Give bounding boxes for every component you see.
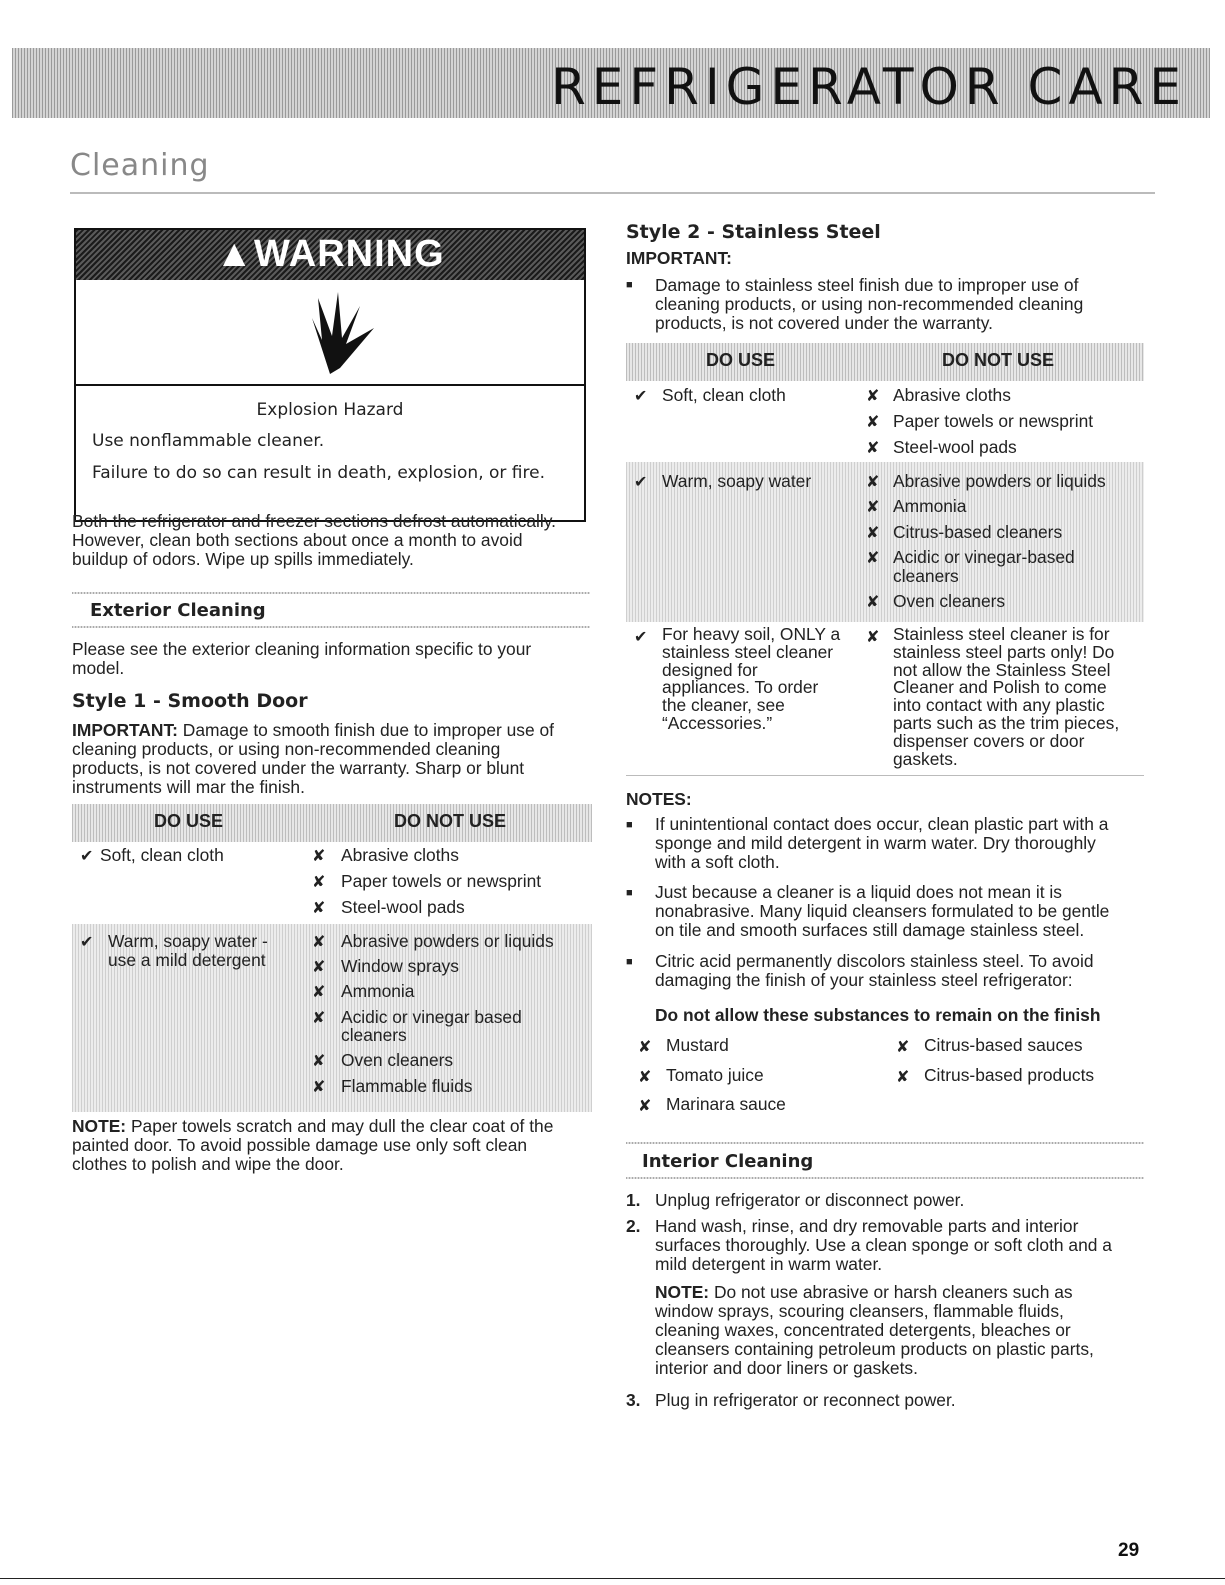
style2-dont-item: Steel-wool pads	[893, 437, 1017, 457]
style1-dont-item: Flammable fluids	[341, 1076, 473, 1096]
warning-title-wrap	[76, 233, 584, 276]
cross-icon: ✘	[866, 594, 880, 611]
style2-do-line: appliances. To order	[662, 677, 819, 698]
style2-dont-line: dispenser covers or door	[893, 730, 1085, 751]
intro-line: Both the refrigerator and freezer sections defrost automatically.	[72, 511, 556, 531]
notes-heading: NOTES:	[626, 789, 692, 809]
exterior-line: Please see the exterior cleaning information specific to your	[72, 639, 532, 659]
style1-note-line: clothes to polish and wipe the door.	[72, 1154, 344, 1174]
interior-note-label: NOTE:	[655, 1282, 710, 1302]
cross-icon: ✘	[866, 474, 880, 491]
style2-important-text	[655, 276, 1083, 333]
interior-note-text: Do not use abrasive or harsh cleaners such as	[709, 1282, 1073, 1302]
style1-dont-item: Abrasive cloths	[341, 845, 459, 865]
substance-item: Mustard	[666, 1035, 729, 1055]
step-number: 2.	[626, 1216, 641, 1236]
interior-note	[655, 1283, 1094, 1378]
cross-icon: ✘	[638, 1098, 652, 1115]
cross-icon: ✘	[866, 414, 880, 431]
style1-note-label: NOTE:	[72, 1116, 127, 1136]
notes-item-3	[655, 952, 1094, 990]
interior-note-line: cleaning waxes, concentrated detergents, bleaches or	[655, 1320, 1071, 1340]
style1-line: cleaning products, or using non-recommended cleaning	[72, 739, 501, 759]
notes-line: Just because a cleaner is a liquid does not mean it is	[655, 882, 1062, 902]
step-2-line: surfaces thoroughly. Use a clean sponge or soft cloth and a	[655, 1235, 1112, 1255]
style2-dont-item: Abrasive powders or liquids	[893, 471, 1106, 491]
style2-do-heavy-soil	[662, 626, 840, 733]
cross-icon: ✘	[312, 1010, 326, 1027]
exterior-rule-bottom	[72, 626, 590, 628]
style1-line: products, is not covered under the warranty. Sharp or blunt	[72, 758, 525, 778]
intro-line: buildup of odors. Wipe up spills immediately.	[72, 549, 414, 569]
style2-dont-item: cleaners	[893, 566, 959, 586]
cross-icon: ✘	[312, 934, 326, 951]
style1-note-text: Paper towels scratch and may dull the clear coat of the	[126, 1116, 554, 1136]
page-number: 29	[1118, 1540, 1140, 1561]
step-number: 1.	[626, 1190, 641, 1210]
notes-line: sponge and mild detergent in warm water. Dry thoroughly	[655, 833, 1096, 853]
substance-item: Citrus-based products	[924, 1065, 1095, 1085]
cross-icon: ✘	[312, 900, 326, 917]
interior-note-line: interior and door liners or gaskets.	[655, 1358, 918, 1378]
intro-paragraph	[72, 512, 556, 569]
intro-line: However, clean both sections about once a month to avoid	[72, 530, 523, 550]
cross-icon: ✘	[866, 550, 880, 567]
notes-item-1	[655, 815, 1108, 872]
style2-important-line: products, is not covered under the warranty.	[655, 313, 994, 333]
style1-do-item: Soft, clean cloth	[100, 845, 224, 865]
warning-title: WARNING	[253, 233, 445, 275]
warning-divider	[76, 384, 584, 386]
style2-do-line: the cleaner, see	[662, 695, 785, 716]
check-icon: ✔	[634, 629, 648, 646]
cross-icon: ✘	[866, 499, 880, 516]
notes-line: If unintentional contact does occur, clean plastic part with a	[655, 814, 1109, 834]
style1-dont-item: Abrasive powders or liquids	[341, 931, 554, 951]
cross-icon: ✘	[896, 1069, 910, 1086]
cross-icon: ✘	[312, 848, 326, 865]
cross-icon: ✘	[866, 525, 880, 542]
step-2-line: Hand wash, rinse, and dry removable parts and interior	[655, 1216, 1079, 1236]
style1-heading: Style 1 - Smooth Door	[72, 690, 308, 712]
style1-important	[72, 721, 592, 797]
warning-line-2: Failure to do so can result in death, explosion, or fire.	[92, 463, 545, 483]
cross-icon: ✘	[866, 440, 880, 457]
interior-rule-bottom	[626, 1177, 1144, 1179]
style1-important-label: IMPORTANT:	[72, 720, 178, 740]
style2-table-bottom-rule	[626, 775, 1144, 776]
explosion-icon	[282, 288, 378, 378]
style2-important-line: cleaning products, or using non-recommended cleaning	[655, 294, 1084, 314]
style2-dont-line: Stainless steel cleaner is for	[893, 624, 1110, 644]
warning-hazard: Explosion Hazard	[256, 400, 404, 420]
interior-rule-top	[626, 1142, 1144, 1144]
bullet-icon: ■	[626, 956, 633, 968]
bottom-rule	[0, 1578, 1225, 1579]
style2-do-item: Warm, soapy water	[662, 471, 812, 491]
substance-item: Citrus-based sauces	[924, 1035, 1083, 1055]
style2-do-line: “Accessories.”	[662, 712, 773, 733]
style2-heading: Style 2 - Stainless Steel	[626, 221, 881, 243]
cross-icon: ✘	[312, 959, 326, 976]
notes-line: with a soft cloth.	[655, 852, 780, 872]
exterior-rule-top	[72, 592, 590, 594]
style2-dont-line: gaskets.	[893, 748, 958, 769]
check-icon: ✔	[80, 848, 94, 865]
check-icon: ✔	[80, 934, 94, 951]
style2-do-item: Soft, clean cloth	[662, 385, 786, 405]
style2-important-label: IMPORTANT:	[626, 248, 732, 268]
section-title: Cleaning	[70, 148, 210, 183]
bullet-icon: ■	[626, 819, 633, 831]
style2-dont-stainless	[893, 626, 1119, 768]
notes-item-2	[655, 883, 1109, 940]
warning-line-1: Use nonflammable cleaner.	[92, 431, 325, 451]
style2-dont-item: Ammonia	[893, 496, 967, 516]
style1-dont-item: Oven cleaners	[341, 1050, 454, 1070]
style1-dont-item: Window sprays	[341, 956, 459, 976]
interior-note-line: window sprays, scouring cleansers, flammable fluids,	[655, 1301, 1064, 1321]
substances-heading: Do not allow these substances to remain on the finish	[655, 1005, 1101, 1025]
check-icon: ✔	[634, 474, 648, 491]
style1-important-text: Damage to smooth finish due to improper use of	[177, 720, 554, 740]
style2-dont-item: Acidic or vinegar-based	[893, 547, 1075, 567]
warning-triangle-icon: ▲	[215, 233, 254, 275]
style2-do-use-label: DO USE	[706, 350, 776, 370]
style2-do-not-use-label: DO NOT USE	[942, 350, 1055, 370]
bullet-icon: ■	[626, 279, 633, 291]
style1-dont-item: cleaners	[341, 1025, 407, 1045]
style1-do-item: Warm, soapy water -	[108, 931, 268, 951]
notes-line: nonabrasive. Many liquid cleansers formulated to be gentle	[655, 901, 1110, 921]
style1-table-header	[72, 804, 592, 842]
check-icon: ✔	[634, 388, 648, 405]
step-2-line: mild detergent in warm water.	[655, 1254, 883, 1274]
page-header-title: REFRIGERATOR CARE	[551, 58, 1187, 116]
cross-icon: ✘	[312, 1079, 326, 1096]
style1-dont-item: Acidic or vinegar based	[341, 1007, 522, 1027]
style1-do-item: use a mild detergent	[108, 950, 266, 970]
style1-do-not-use-label: DO NOT USE	[394, 811, 507, 831]
exterior-line: model.	[72, 658, 125, 678]
cross-icon: ✘	[638, 1039, 652, 1056]
style1-note	[72, 1117, 553, 1174]
style2-dont-item: Citrus-based cleaners	[893, 522, 1063, 542]
interior-note-line: cleansers containing petroleum products on plastic parts,	[655, 1339, 1094, 1359]
style1-do-use-label: DO USE	[154, 811, 224, 831]
cross-icon: ✘	[638, 1069, 652, 1086]
notes-line: damaging the finish of your stainless steel refrigerator:	[655, 970, 1073, 990]
style2-dont-line: not allow the Stainless Steel	[893, 659, 1111, 680]
step-number: 3.	[626, 1390, 641, 1410]
cross-icon: ✘	[866, 629, 880, 646]
substance-item: Tomato juice	[666, 1065, 764, 1085]
style2-do-line: designed for	[662, 659, 758, 680]
section-divider	[70, 192, 1155, 194]
bullet-icon: ■	[626, 887, 633, 899]
step-2	[655, 1217, 1112, 1274]
exterior-paragraph	[72, 640, 531, 678]
notes-line: Citric acid permanently discolors stainless steel. To avoid	[655, 951, 1094, 971]
notes-line: on tile and smooth surfaces still damage stainless steel.	[655, 920, 1085, 940]
substance-item: Marinara sauce	[666, 1094, 786, 1114]
style1-dont-item: Paper towels or newsprint	[341, 871, 542, 891]
style1-dont-item: Ammonia	[341, 981, 415, 1001]
step-1: Unplug refrigerator or disconnect power.	[655, 1190, 965, 1210]
style2-dont-item: Oven cleaners	[893, 591, 1006, 611]
exterior-heading: Exterior Cleaning	[90, 600, 266, 621]
cross-icon: ✘	[312, 874, 326, 891]
style2-dont-line: into contact with any plastic	[893, 695, 1105, 716]
cross-icon: ✘	[312, 984, 326, 1001]
style2-table-header	[626, 343, 1144, 381]
style1-dont-item: Steel-wool pads	[341, 897, 465, 917]
interior-heading: Interior Cleaning	[642, 1151, 814, 1172]
style2-dont-line: Cleaner and Polish to come	[893, 677, 1107, 698]
cross-icon: ✘	[312, 1053, 326, 1070]
style1-line: instruments will mar the finish.	[72, 777, 305, 797]
step-3: Plug in refrigerator or reconnect power.	[655, 1390, 956, 1410]
style2-dont-line: parts such as the trim pieces,	[893, 712, 1120, 733]
style2-do-line: stainless steel cleaner	[662, 641, 834, 662]
cross-icon: ✘	[896, 1039, 910, 1056]
style2-dont-line: stainless steel parts only! Do	[893, 641, 1115, 662]
cross-icon: ✘	[866, 388, 880, 405]
style1-note-line: painted door. To avoid possible damage use only soft clean	[72, 1135, 528, 1155]
style2-do-line: For heavy soil, ONLY a	[662, 624, 841, 644]
warning-header	[76, 230, 584, 280]
style2-dont-item: Paper towels or newsprint	[893, 411, 1094, 431]
style2-important-line: Damage to stainless steel finish due to improper use of	[655, 275, 1079, 295]
style2-dont-item: Abrasive cloths	[893, 385, 1011, 405]
